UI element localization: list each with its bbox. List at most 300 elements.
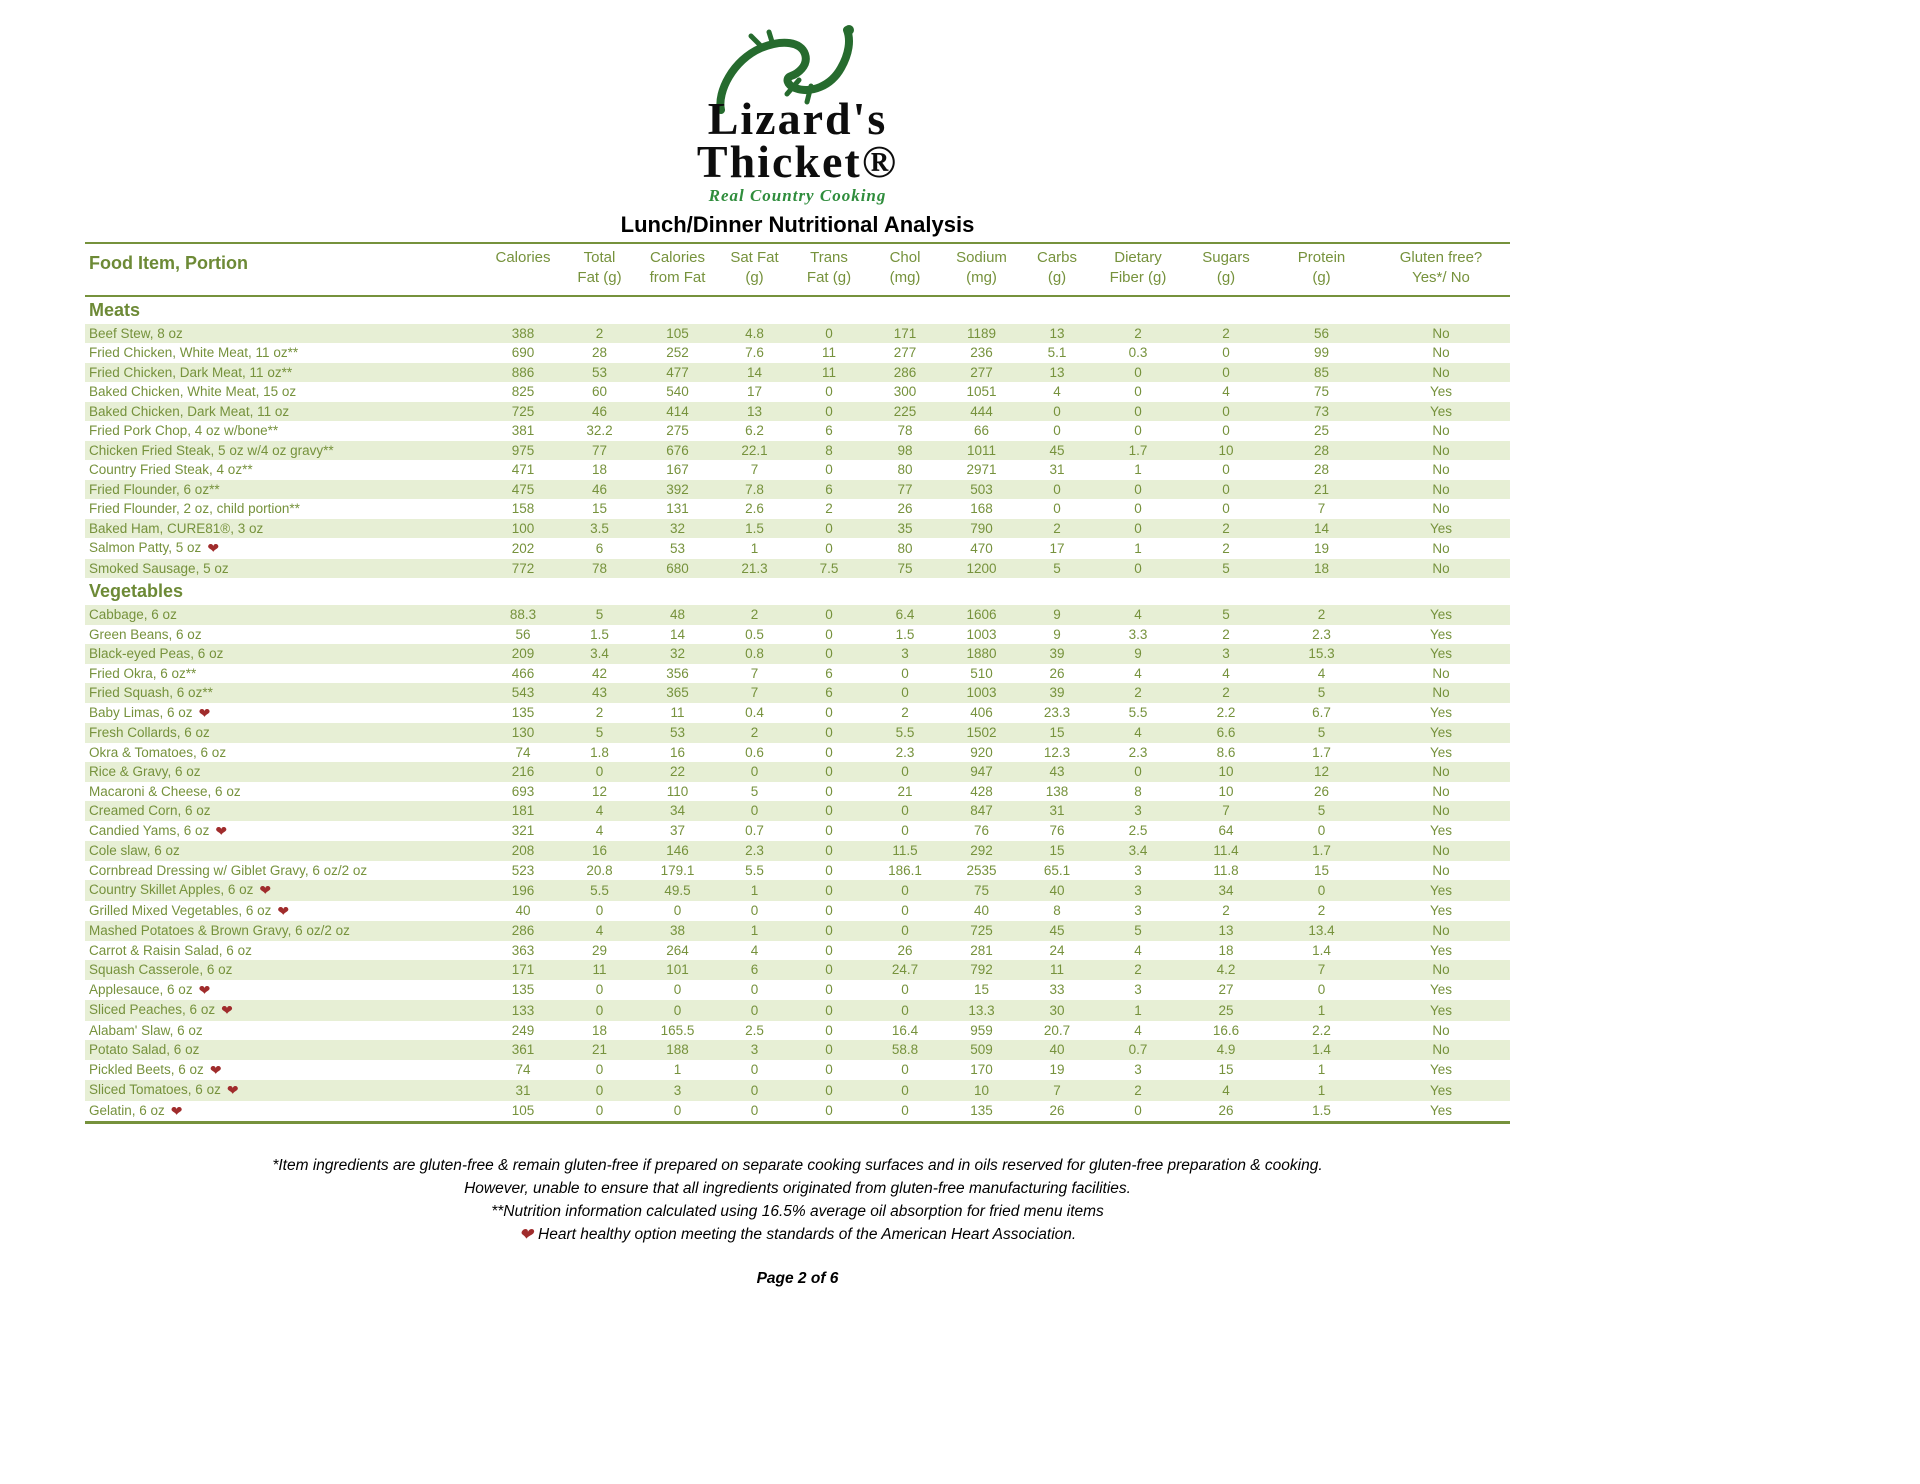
- value-cell: 171: [511, 962, 535, 978]
- value-cell: 4: [1317, 665, 1326, 681]
- value-cell: 0: [825, 882, 833, 898]
- footnote-line: [85, 1223, 1510, 1246]
- value-cell: 27: [1218, 982, 1234, 998]
- value-cell: 3: [1134, 862, 1142, 878]
- value-cell: 15: [1049, 725, 1065, 741]
- value-cell: 2: [1222, 325, 1230, 341]
- column-header: Carbs (g): [1019, 243, 1095, 296]
- value-cell: 1.5: [895, 626, 915, 642]
- value-cell: 365: [666, 685, 689, 701]
- value-cell: 5: [750, 783, 759, 799]
- value-cell: 6: [825, 481, 833, 497]
- value-cell: Yes: [1429, 1062, 1453, 1078]
- food-item-cell: [85, 1101, 485, 1123]
- value-cell: 179.1: [660, 862, 695, 878]
- value-cell: 4: [1134, 665, 1142, 681]
- value-cell: 21: [591, 1042, 608, 1058]
- table-row: [85, 538, 1510, 559]
- footnote-text: **Nutrition information calculated using 16.5% average oil absorption for fried menu items: [491, 1203, 1104, 1221]
- value-cell: 135: [511, 705, 535, 721]
- value-cell: 12.3: [1043, 744, 1071, 760]
- value-cell: 0.3: [1128, 345, 1148, 361]
- table-row: [85, 421, 1510, 441]
- value-cell: 0: [1053, 481, 1061, 497]
- value-cell: 11: [821, 345, 836, 361]
- food-item-label: Applesauce, 6 oz: [89, 981, 193, 997]
- value-cell: 0: [825, 942, 833, 958]
- table-row: [85, 382, 1510, 402]
- value-cell: 10: [1218, 442, 1234, 458]
- value-cell: 4: [1053, 384, 1061, 400]
- value-cell: 947: [970, 764, 993, 780]
- food-item-cell: [85, 901, 485, 922]
- value-cell: 25: [1313, 423, 1330, 439]
- value-cell: 6: [825, 685, 833, 701]
- value-cell: 466: [511, 665, 535, 681]
- value-cell: 105: [666, 325, 689, 341]
- column-header: Total Fat (g): [561, 243, 638, 296]
- value-cell: 10: [973, 1082, 990, 1098]
- value-cell: 1051: [966, 384, 997, 400]
- value-cell: 5: [1317, 685, 1326, 701]
- value-cell: 21.3: [741, 560, 768, 576]
- value-cell: 0: [1222, 345, 1230, 361]
- food-item-label: Creamed Corn, 6 oz: [89, 803, 211, 819]
- value-cell: 28: [591, 345, 608, 361]
- value-cell: 16: [591, 843, 608, 859]
- value-cell: 2: [1222, 626, 1230, 642]
- heart-healthy-icon: ❤: [226, 1082, 239, 1099]
- value-cell: 0: [825, 783, 833, 799]
- value-cell: 477: [666, 364, 689, 380]
- food-item-cell: [85, 960, 485, 980]
- value-cell: 2: [750, 607, 759, 623]
- value-cell: 4: [595, 803, 604, 819]
- value-cell: 15: [1313, 862, 1330, 878]
- value-cell: 277: [970, 364, 993, 380]
- value-cell: 22.1: [741, 442, 768, 458]
- value-cell: Yes: [1429, 520, 1453, 536]
- table-row: [85, 821, 1510, 842]
- table-row: [85, 519, 1510, 539]
- value-cell: 8: [1053, 903, 1061, 919]
- value-cell: 11: [1049, 962, 1064, 978]
- value-cell: 1.4: [1312, 942, 1331, 958]
- document-page: [85, 0, 1510, 1288]
- food-item-label: Okra & Tomatoes, 6 oz: [89, 744, 227, 760]
- value-cell: 540: [666, 384, 689, 400]
- value-cell: 16: [669, 744, 686, 760]
- value-cell: 80: [897, 462, 913, 478]
- value-cell: 0: [1317, 982, 1326, 998]
- value-cell: 1: [1317, 1082, 1326, 1098]
- value-cell: 321: [511, 823, 535, 839]
- value-cell: 0: [901, 882, 909, 898]
- value-cell: 158: [511, 501, 535, 517]
- value-cell: 25: [1218, 1002, 1234, 1018]
- food-item-cell: [85, 460, 485, 480]
- value-cell: 1.4: [1312, 1042, 1331, 1058]
- value-cell: 24.7: [891, 962, 919, 978]
- value-cell: 0: [825, 803, 833, 819]
- footnote-line: [85, 1154, 1510, 1177]
- food-item-cell: [85, 1060, 485, 1081]
- value-cell: 0: [825, 982, 833, 998]
- value-cell: 0: [825, 520, 833, 536]
- value-cell: 0: [1134, 560, 1142, 576]
- value-cell: 4: [1222, 384, 1230, 400]
- value-cell: 7.5: [819, 560, 839, 576]
- value-cell: Yes: [1429, 384, 1453, 400]
- value-cell: 2535: [966, 862, 997, 878]
- value-cell: 2.5: [745, 1022, 764, 1038]
- value-cell: 0: [901, 1062, 909, 1078]
- value-cell: 0: [1222, 462, 1230, 478]
- value-cell: 792: [970, 962, 993, 978]
- value-cell: 99: [1313, 345, 1330, 361]
- value-cell: 181: [511, 803, 535, 819]
- heart-healthy-icon: ❤: [277, 902, 290, 919]
- value-cell: 0: [1222, 403, 1230, 419]
- value-cell: 1189: [966, 325, 997, 341]
- value-cell: 0: [901, 1103, 909, 1119]
- value-cell: No: [1432, 783, 1450, 799]
- value-cell: 0: [1134, 384, 1142, 400]
- value-cell: 2.3: [745, 843, 764, 859]
- value-cell: 0: [673, 982, 682, 998]
- value-cell: 0: [1134, 403, 1142, 419]
- table-row: [85, 363, 1510, 383]
- food-item-label: Black-eyed Peas, 6 oz: [89, 646, 224, 662]
- value-cell: 725: [970, 923, 993, 939]
- food-item-label: Country Fried Steak, 4 oz**: [89, 462, 253, 478]
- value-cell: 1: [1317, 1002, 1326, 1018]
- value-cell: 470: [970, 540, 993, 556]
- value-cell: 0: [673, 1002, 682, 1018]
- value-cell: 15: [591, 501, 608, 517]
- value-cell: 3: [750, 1042, 759, 1058]
- table-row: [85, 703, 1510, 724]
- value-cell: 2: [825, 501, 833, 517]
- value-cell: 2: [1134, 325, 1142, 341]
- value-cell: 1003: [966, 685, 997, 701]
- column-header: Gluten free? Yes*/ No: [1372, 243, 1510, 296]
- value-cell: 0: [825, 1042, 833, 1058]
- value-cell: 170: [970, 1062, 993, 1078]
- value-cell: 0: [750, 803, 759, 819]
- value-cell: Yes: [1429, 942, 1453, 958]
- value-cell: 46: [591, 481, 608, 497]
- value-cell: 281: [970, 942, 993, 958]
- value-cell: 40: [515, 903, 531, 919]
- value-cell: 11: [821, 364, 836, 380]
- value-cell: 0: [825, 1022, 833, 1038]
- value-cell: 34: [1218, 882, 1234, 898]
- food-item-cell: [85, 841, 485, 861]
- food-item-label: Chicken Fried Steak, 5 oz w/4 oz gravy**: [89, 442, 334, 458]
- value-cell: 11: [670, 705, 685, 721]
- value-cell: 5.5: [590, 882, 609, 898]
- value-cell: 49.5: [664, 882, 691, 898]
- heart-healthy-icon: ❤: [207, 540, 220, 557]
- value-cell: 6: [750, 962, 759, 978]
- value-cell: 74: [515, 744, 531, 760]
- value-cell: Yes: [1429, 982, 1453, 998]
- value-cell: 56: [515, 626, 531, 642]
- value-cell: 1003: [966, 626, 997, 642]
- food-item-label: Fried Flounder, 2 oz, child portion**: [89, 501, 300, 517]
- value-cell: 32: [669, 520, 686, 536]
- value-cell: 676: [666, 442, 689, 458]
- table-row: [85, 960, 1510, 980]
- food-item-cell: [85, 441, 485, 461]
- value-cell: 9: [1053, 626, 1061, 642]
- value-cell: 130: [511, 725, 535, 741]
- value-cell: 5: [1317, 725, 1326, 741]
- value-cell: 4: [1222, 665, 1230, 681]
- value-cell: 300: [893, 384, 917, 400]
- value-cell: 0: [673, 903, 682, 919]
- value-cell: 4: [595, 823, 604, 839]
- heart-healthy-icon: ❤: [259, 882, 272, 899]
- food-item-cell: [85, 644, 485, 664]
- table-row: [85, 1101, 1510, 1123]
- value-cell: 0: [825, 646, 833, 662]
- value-cell: 4: [1134, 942, 1142, 958]
- value-cell: 1.5: [745, 520, 764, 536]
- value-cell: 0.4: [745, 705, 764, 721]
- value-cell: 286: [893, 364, 917, 380]
- value-cell: 43: [591, 685, 608, 701]
- value-cell: 0: [901, 823, 909, 839]
- value-cell: 14: [669, 626, 686, 642]
- value-cell: 45: [1049, 442, 1065, 458]
- value-cell: Yes: [1429, 823, 1453, 839]
- food-item-cell: [85, 324, 485, 344]
- food-item-cell: [85, 1000, 485, 1021]
- value-cell: 471: [511, 462, 535, 478]
- food-item-cell: [85, 762, 485, 782]
- value-cell: 2: [1222, 685, 1230, 701]
- value-cell: No: [1432, 862, 1450, 878]
- value-cell: 138: [1045, 783, 1069, 799]
- value-cell: 32: [669, 646, 686, 662]
- value-cell: Yes: [1429, 1002, 1453, 1018]
- food-item-label: Baked Chicken, Dark Meat, 11 oz: [89, 403, 290, 419]
- value-cell: 5: [1222, 607, 1230, 623]
- value-cell: 7: [1317, 962, 1326, 978]
- food-item-cell: [85, 519, 485, 539]
- value-cell: No: [1432, 923, 1450, 939]
- value-cell: 0: [595, 764, 604, 780]
- table-row: [85, 1021, 1510, 1041]
- food-item-cell: [85, 921, 485, 941]
- value-cell: 0: [1134, 1103, 1142, 1119]
- value-cell: 14: [1313, 520, 1330, 536]
- table-row: [85, 980, 1510, 1001]
- value-cell: 886: [511, 364, 535, 380]
- value-cell: 100: [511, 520, 535, 536]
- value-cell: 2: [1134, 1082, 1142, 1098]
- value-cell: 43: [1049, 764, 1065, 780]
- value-cell: Yes: [1429, 705, 1453, 721]
- value-cell: 4: [1134, 607, 1142, 623]
- value-cell: 8.6: [1216, 744, 1236, 760]
- value-cell: 40: [1049, 1042, 1065, 1058]
- value-cell: 0: [825, 607, 833, 623]
- value-cell: No: [1432, 345, 1450, 361]
- table-row: [85, 723, 1510, 743]
- value-cell: 0: [750, 764, 759, 780]
- value-cell: 34: [669, 803, 686, 819]
- value-cell: 1502: [966, 725, 997, 741]
- value-cell: 15: [973, 982, 990, 998]
- value-cell: 76: [973, 823, 990, 839]
- value-cell: 3: [901, 646, 909, 662]
- value-cell: 42: [591, 665, 608, 681]
- food-item-cell: [85, 723, 485, 743]
- value-cell: 275: [666, 423, 689, 439]
- value-cell: 356: [666, 665, 689, 681]
- table-row: [85, 762, 1510, 782]
- value-cell: 16.4: [891, 1022, 919, 1038]
- food-item-cell: [85, 821, 485, 842]
- value-cell: 6.4: [895, 607, 915, 623]
- value-cell: 196: [511, 882, 535, 898]
- value-cell: 11.5: [892, 843, 918, 859]
- footnotes: [85, 1154, 1510, 1246]
- value-cell: 1.7: [1312, 744, 1331, 760]
- value-cell: 24: [1049, 942, 1065, 958]
- value-cell: 0: [825, 1082, 833, 1098]
- value-cell: 3: [1134, 1062, 1142, 1078]
- food-item-cell: [85, 421, 485, 441]
- value-cell: 19: [1313, 540, 1330, 556]
- value-cell: 188: [666, 1042, 689, 1058]
- table-row: [85, 743, 1510, 763]
- food-item-cell: [85, 703, 485, 724]
- value-cell: 0: [750, 1103, 759, 1119]
- value-cell: 1: [1134, 540, 1142, 556]
- value-cell: 1.7: [1128, 442, 1148, 458]
- value-cell: 18: [1313, 560, 1330, 576]
- value-cell: 8: [825, 442, 833, 458]
- value-cell: 26: [897, 501, 913, 517]
- heart-healthy-icon: ❤: [198, 981, 211, 998]
- value-cell: 292: [970, 843, 993, 859]
- value-cell: 0: [825, 705, 833, 721]
- value-cell: 74: [515, 1062, 531, 1078]
- food-item-label: Alabam' Slaw, 6 oz: [89, 1022, 203, 1038]
- table-row: [85, 480, 1510, 500]
- value-cell: 135: [970, 1103, 993, 1119]
- food-item-cell: [85, 1021, 485, 1041]
- value-cell: 2.5: [1128, 823, 1148, 839]
- value-cell: 64: [1218, 823, 1234, 839]
- value-cell: No: [1432, 462, 1450, 478]
- value-cell: 509: [970, 1042, 993, 1058]
- value-cell: 0.7: [745, 823, 764, 839]
- heart-healthy-icon: ❤: [518, 1225, 534, 1245]
- value-cell: 2: [1222, 520, 1230, 536]
- value-cell: 3: [1134, 882, 1142, 898]
- food-item-cell: [85, 861, 485, 881]
- value-cell: 3: [673, 1082, 682, 1098]
- value-cell: 45: [1049, 923, 1065, 939]
- food-item-cell: [85, 880, 485, 901]
- value-cell: 690: [511, 345, 535, 361]
- value-cell: 13.3: [968, 1002, 995, 1018]
- value-cell: 3: [1134, 903, 1142, 919]
- value-cell: 9: [1134, 646, 1142, 662]
- value-cell: 216: [511, 764, 535, 780]
- value-cell: 1.5: [590, 626, 609, 642]
- table-row: [85, 782, 1510, 802]
- table-row: [85, 921, 1510, 941]
- value-cell: 32.2: [586, 423, 613, 439]
- value-cell: 0: [901, 803, 909, 819]
- value-cell: 165.5: [660, 1022, 695, 1038]
- value-cell: 33: [1049, 982, 1065, 998]
- value-cell: 60: [591, 384, 608, 400]
- value-cell: 0: [1317, 882, 1326, 898]
- value-cell: 0: [901, 982, 909, 998]
- value-cell: 523: [511, 862, 535, 878]
- value-cell: 131: [666, 501, 689, 517]
- value-cell: 249: [511, 1022, 535, 1038]
- value-cell: 78: [897, 423, 913, 439]
- value-cell: 26: [1218, 1103, 1234, 1119]
- value-cell: 73: [1313, 403, 1330, 419]
- value-cell: No: [1432, 1042, 1450, 1058]
- food-item-label: Fresh Collards, 6 oz: [89, 725, 210, 741]
- column-header: Sugars (g): [1181, 243, 1271, 296]
- food-item-label: Salmon Patty, 5 oz: [89, 540, 202, 556]
- food-item-label: Green Beans, 6 oz: [89, 626, 202, 642]
- heart-healthy-icon: ❤: [198, 704, 211, 721]
- food-item-label: Fried Pork Chop, 4 oz w/bone**: [89, 423, 279, 439]
- value-cell: 1011: [966, 442, 997, 458]
- value-cell: 85: [1313, 364, 1330, 380]
- food-item-label: Baked Chicken, White Meat, 15 oz: [89, 384, 297, 400]
- value-cell: 725: [511, 403, 535, 419]
- value-cell: 101: [666, 962, 689, 978]
- value-cell: 26: [1313, 783, 1330, 799]
- value-cell: 20.8: [586, 862, 613, 878]
- food-item-label: Macaroni & Cheese, 6 oz: [89, 783, 241, 799]
- table-row: [85, 625, 1510, 645]
- value-cell: 363: [511, 942, 535, 958]
- value-cell: 4: [750, 942, 759, 958]
- value-cell: 26: [1049, 665, 1065, 681]
- value-cell: No: [1432, 481, 1450, 497]
- column-header: Trans Fat (g): [792, 243, 866, 296]
- value-cell: 1.5: [1312, 1103, 1331, 1119]
- food-item-label: Baby Limas, 6 oz: [89, 704, 193, 720]
- value-cell: 5.5: [895, 725, 915, 741]
- value-cell: 0: [825, 923, 833, 939]
- value-cell: 3.4: [1128, 843, 1148, 859]
- value-cell: No: [1432, 423, 1450, 439]
- value-cell: 225: [893, 403, 917, 419]
- value-cell: 0: [901, 764, 909, 780]
- footnote-text: However, unable to ensure that all ingredients originated from gluten-free manufacturing facilities.: [464, 1180, 1131, 1198]
- value-cell: 428: [970, 783, 993, 799]
- section-title: Meats: [85, 296, 1510, 324]
- table-row: [85, 841, 1510, 861]
- value-cell: 12: [1313, 764, 1330, 780]
- value-cell: 31: [1049, 462, 1065, 478]
